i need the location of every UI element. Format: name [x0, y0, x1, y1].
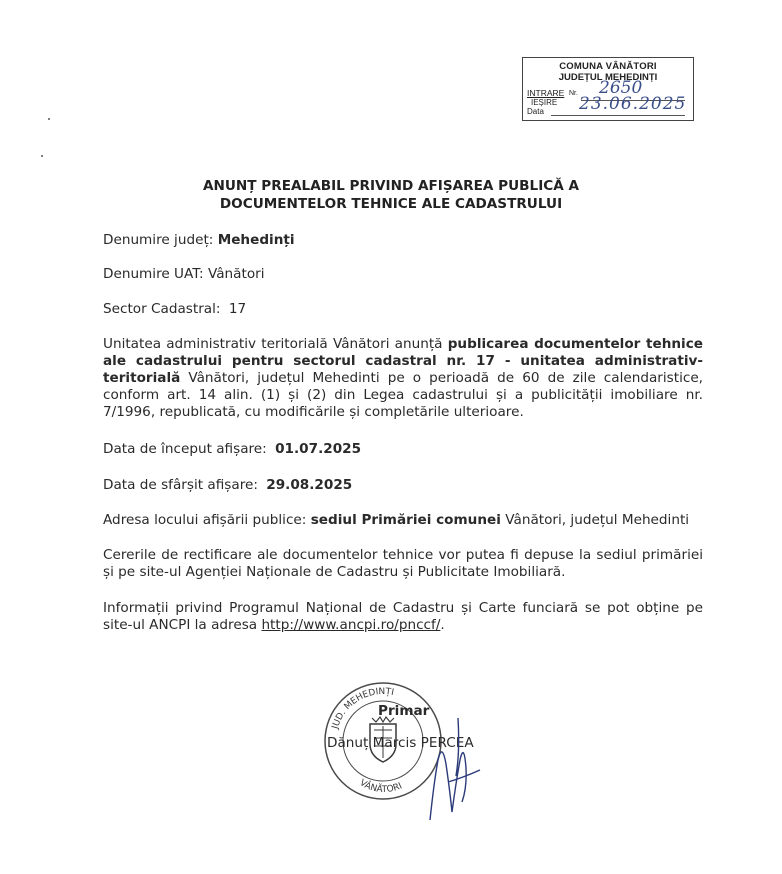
county-field	[103, 232, 703, 249]
registration-stamp	[522, 57, 694, 121]
sector-field	[103, 301, 703, 318]
stamp-county: JUDEȚUL MEHEDINȚI	[558, 72, 658, 83]
county-value: Mehedinți	[217, 232, 295, 248]
stamp-handwritten-date: 23.06.2025	[579, 94, 687, 114]
address-value: Vânători, județul Mehedinti	[505, 512, 690, 528]
stamp-commune: COMUNA VÂNĂTORI	[559, 61, 657, 72]
scan-dot	[48, 118, 50, 120]
sector-value: 17	[228, 301, 247, 317]
address-label: Adresa locului afișării publice:	[103, 512, 307, 528]
stamp-data: Data	[527, 107, 544, 116]
address-field	[103, 512, 723, 529]
stamp-line	[551, 115, 685, 116]
start-date-label: Data de început afișare:	[103, 441, 267, 457]
signature-name: Dănuț Marcis PERCEA	[327, 735, 474, 751]
info-text: Informații privind Programul Național de Cadastru și Carte funciară se pot obține pe site-ul ANCPI la adresa	[103, 600, 703, 633]
signature-role: Primar	[378, 703, 430, 719]
stamp-intrare: INTRARE	[527, 88, 565, 98]
scan-dot	[41, 155, 43, 157]
start-date-value: 01.07.2025	[275, 441, 362, 457]
start-date-field	[103, 441, 703, 458]
announcement-paragraph	[103, 336, 703, 421]
requests-paragraph: Cererile de rectificare ale documentelor tehnice vor putea fi depuse la sediul primăriei și pe site-ul Agenției Naționale de Cadastru și Publicitate Imobiliară.	[103, 547, 703, 580]
uat-value: Vânători	[207, 266, 265, 282]
end-date-label: Data de sfârșit afișare:	[103, 477, 258, 493]
address-value-bold: sediul Primăriei comunei	[310, 512, 501, 528]
info-paragraph	[103, 600, 703, 634]
uat-label: Denumire UAT:	[103, 266, 204, 282]
uat-field	[103, 266, 703, 283]
stamp-handwritten-number: 2650	[599, 78, 643, 98]
stamp-nr: Nr.	[569, 90, 578, 97]
stamp-iesire: IEȘIRE	[531, 98, 558, 107]
end-date-value: 29.08.2025	[266, 477, 353, 493]
ancpi-link[interactable]: http://www.ancpi.ro/pnccf/	[261, 617, 441, 633]
announcement-text-bold: publicarea documentelor tehnice ale cadastrului pentru sectorul cadastral nr. 17 - unitatea administrativ-teritorială	[103, 336, 703, 386]
county-label: Denumire județ:	[103, 232, 214, 248]
announcement-text-1: Unitatea administrativ teritorială Vânători anunță	[103, 336, 448, 352]
document-title-line2: DOCUMENTELOR TEHNICE ALE CADASTRULUI	[219, 196, 563, 212]
handwritten-signature	[400, 712, 490, 826]
seal-text-top: JUD. MEHEDINȚI	[330, 686, 395, 731]
end-date-field	[103, 477, 703, 494]
info-after: .	[440, 617, 445, 633]
sector-label: Sector Cadastral:	[103, 301, 221, 317]
announcement-text-2: Vânători, județul Mehedinti pe o perioadă de 60 de zile calendaristice, conform art. 14 alin. (1) și (2) din Legea cadastrului și a publicității imobiliare nr. 7/1996, republicată, cu modificările și completările ulterioare.	[103, 370, 703, 420]
seal-text-bottom: VÂNĂTORI	[357, 778, 404, 796]
document-title-line1: ANUNȚ PREALABIL PRIVIND AFIȘAREA PUBLICĂ A	[202, 178, 580, 194]
